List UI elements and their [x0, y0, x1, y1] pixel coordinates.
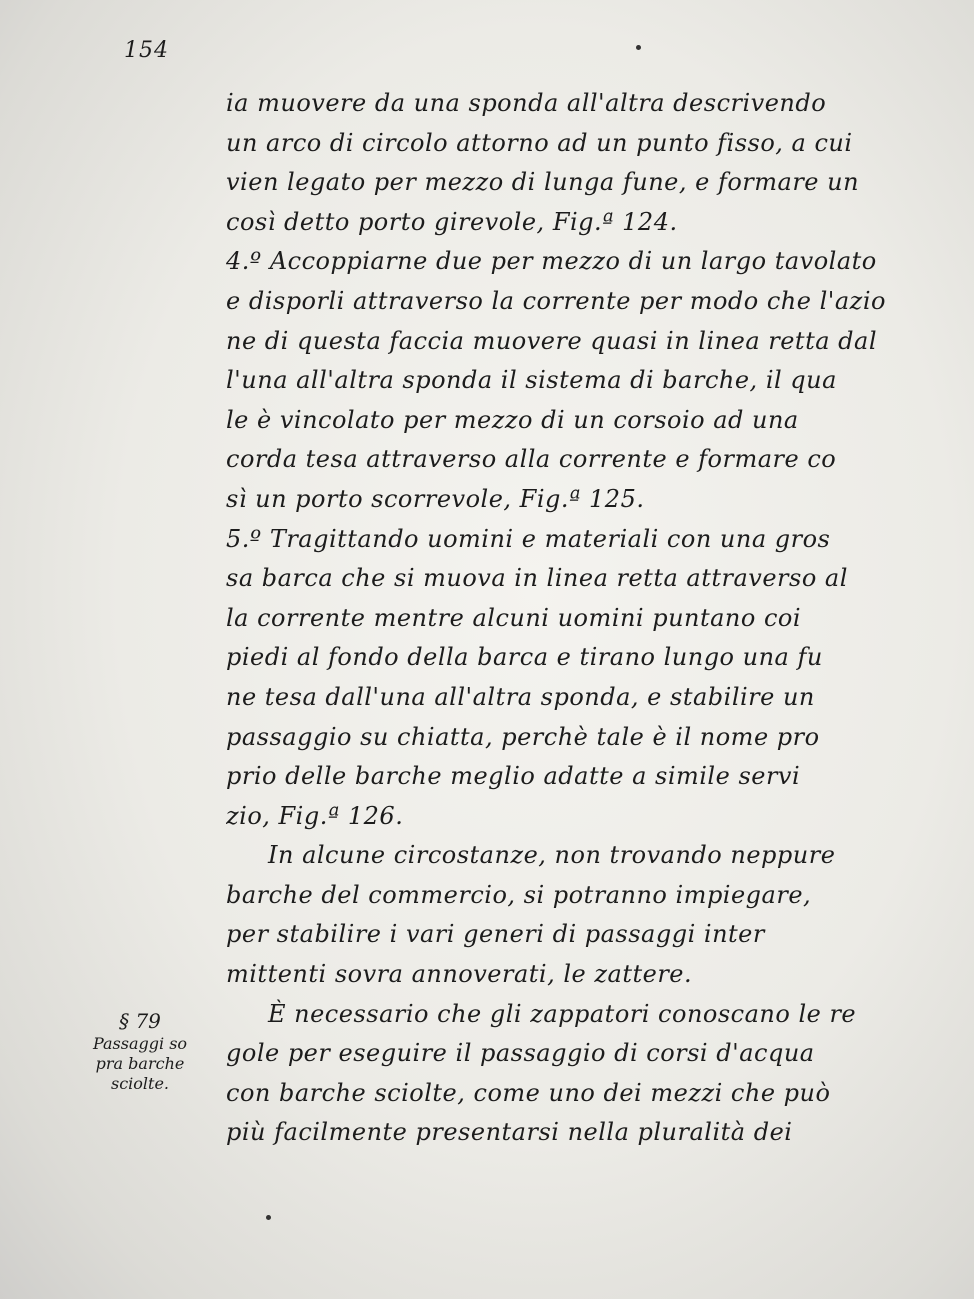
page-number: 154: [124, 38, 169, 63]
text-line: le è vincolato per mezzo di un corsoio ad una: [226, 405, 799, 434]
section-number: § 79: [119, 1009, 161, 1033]
text-line: passaggio su chiatta, perchè tale è il nome pro: [226, 722, 820, 751]
text-line: ne tesa dall'una all'altra sponda, e stabilire un: [226, 682, 815, 711]
text-line: barche del commercio, si potranno impiegare,: [226, 880, 812, 909]
text-line: piedi al fondo della barca e tirano lungo una fu: [226, 643, 823, 672]
text-line: corda tesa attraverso alla corrente e formare co: [226, 445, 837, 474]
text-line: 5.º Tragittando uomini e materiali con una gros: [226, 524, 831, 553]
text-line: In alcune circostanze, non trovando neppure: [268, 841, 836, 870]
text-line: zio, Fig.ª 126.: [226, 801, 404, 830]
text-line: È necessario che gli zappatori conoscano le re: [268, 999, 857, 1028]
text-body: [226, 84, 926, 1153]
text-line: con barche sciolte, come uno dei mezzi che può: [226, 1078, 831, 1107]
ink-dot: [636, 45, 641, 50]
text-line: più facilmente presentarsi nella pluralità dei: [226, 1118, 793, 1147]
text-line: un arco di circolo attorno ad un punto fisso, a cui: [226, 128, 853, 157]
text-line: vien legato per mezzo di lunga fune, e formare un: [226, 168, 860, 197]
text-line: sì un porto scorrevole, Fig.ª 125.: [226, 484, 645, 513]
margin-note-line: Passaggi so: [92, 1034, 188, 1053]
text-line: l'una all'altra sponda il sistema di barche, il qua: [226, 366, 837, 395]
text-line: sa barca che si muova in linea retta attraverso al: [226, 564, 848, 593]
text-line: gole per eseguire il passaggio di corsi d'acqua: [226, 1039, 815, 1068]
text-line: ne di questa faccia muovere quasi in linea retta dal: [226, 326, 878, 355]
text-line: prio delle barche meglio adatte a simile servi: [226, 762, 801, 791]
ink-dot: [266, 1215, 271, 1220]
text-line: e disporli attraverso la corrente per modo che l'azio: [226, 286, 886, 315]
margin-note-line: pra barche: [95, 1054, 185, 1073]
margin-note-line: sciolte.: [110, 1074, 170, 1093]
margin-note: [74, 1008, 206, 1094]
text-line: 4.º Accoppiarne due per mezzo di un largo tavolato: [226, 247, 877, 276]
text-line: ia muovere da una sponda all'altra descrivendo: [226, 89, 827, 117]
text-line: per stabilire i vari generi di passaggi inter: [226, 920, 765, 949]
text-line: così detto porto girevole, Fig.ª 124.: [226, 207, 678, 236]
text-line: la corrente mentre alcuni uomini puntano coi: [226, 603, 802, 632]
text-line: mittenti sovra annoverati, le zattere.: [226, 960, 693, 989]
